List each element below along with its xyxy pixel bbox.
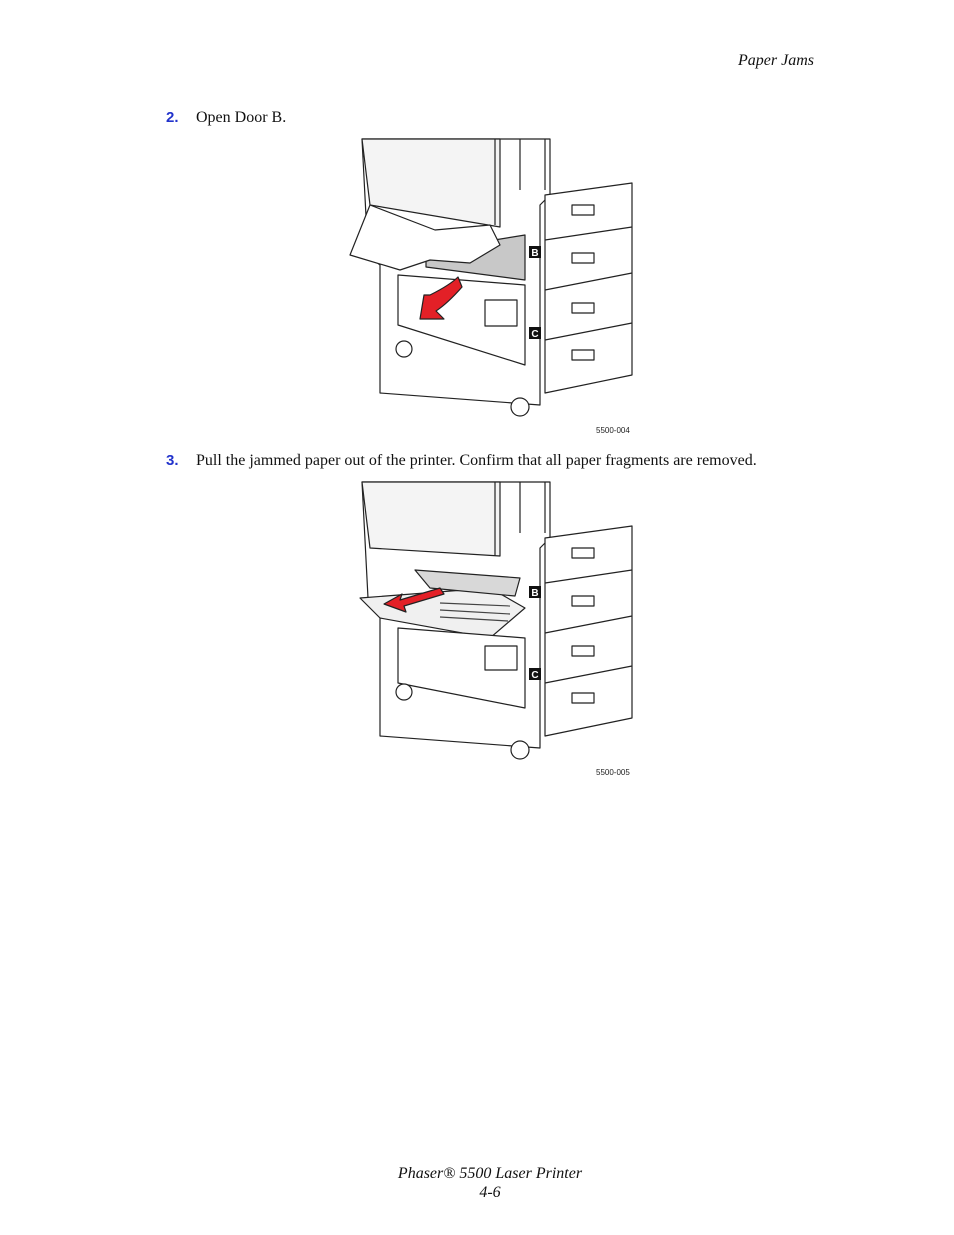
step-number: 3.	[166, 452, 179, 469]
step-text: Open Door B.	[196, 109, 287, 126]
product-name: Phaser® 5500 Laser Printer	[397, 1165, 583, 1182]
door-c-handle	[485, 300, 517, 326]
door-c-label	[529, 668, 541, 681]
figure-code: 5500-004	[596, 426, 630, 435]
running-header: Paper Jams	[738, 52, 814, 69]
svg-text:B: B	[531, 248, 539, 259]
svg-text:C: C	[531, 670, 539, 681]
door-c-handle	[485, 646, 517, 670]
page-number: 4-6	[479, 1184, 501, 1201]
door-b-label	[529, 586, 541, 599]
svg-text:C: C	[531, 329, 539, 340]
step-text: Pull the jammed paper out of the printer. Confirm that all paper fragments are removed.	[196, 452, 757, 469]
svg-text:B: B	[531, 588, 539, 599]
page-footer	[0, 1164, 954, 1202]
step-2	[166, 108, 286, 128]
remove-jammed-paper-illustration	[340, 478, 640, 768]
step-number: 2.	[166, 109, 179, 126]
top-panel	[362, 482, 500, 556]
door-b-label	[529, 246, 541, 259]
figure-code: 5500-005	[596, 768, 630, 777]
door-c-label	[529, 327, 541, 340]
open-door-b-illustration	[340, 135, 640, 425]
step-3	[166, 451, 757, 471]
